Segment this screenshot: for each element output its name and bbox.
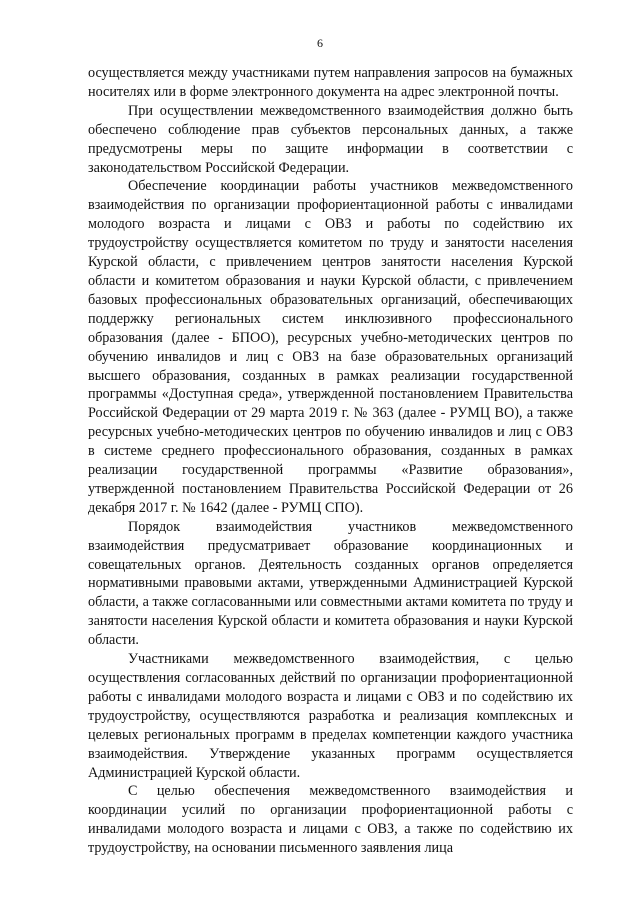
paragraph-continuation: осуществляется между участниками путем направления запросов на бумажных носителях или в форме электронного документа на адрес электронной почты. [88,65,573,100]
paragraph-data-protection: При осуществлении межведомственного взаимодействия должно быть обеспечено соблюдение прав субъектов персональных данных, а также предусмотрены меры по защите информации в соответствии с законодательством Российской Федерации. [88,102,573,176]
document-body [88,64,573,858]
paragraph-coordination: Обеспечение координации работы участников межведомственного взаимодействия по организации профориентационной работы с инвалидами молодого возраста и лицами с ОВЗ и работы по содействию их трудоустройству осуществляется комитетом по труду и занятости населения Курской области, с привлечением центров занятости населения Курской области и комитетом образования и науки Курской области, с привлечением базовых профессиональных образовательных организаций, обеспечивающих поддержку региональных систем инклюзивного профессионального образования (далее - БПОО), ресурсных учебно-методических центров по обучению инвалидов и лиц с ОВЗ на базе образовательных организаций высшего образования, созданных в рамках реализации государственной программы «Доступная среда», утвержденной постановлением Правительства Российской Федерации от 29 марта 2019 г. № 363 (далее - РУМЦ ВО), а также ресурсных учебно-методических центров по обучению инвалидов и лиц с ОВЗ в системе среднего профессионального образования, созданных в рамках реализации государственной программы «Развитие образования», утвержденной постановлением Правительства Российской Федерации от 26 декабря 2017 г. № 1642 (далее - РУМЦ СПО). [88,178,573,516]
paragraph-regional-programs: Участниками межведомственного взаимодействия, с целью осуществления согласованных действий по организации профориентационной работы с инвалидами молодого возраста и лицами с ОВЗ и по содействию их трудоустройству, осуществляются разработка и реализация комплексных и целевых региональных программ в пределах компетенции каждого участника взаимодействия. Утверждение указанных программ осуществляется Администрацией Курской области. [88,651,573,781]
paragraph-coordination-efforts: С целью обеспечения межведомственного взаимодействия и координации усилий по организации профориентационной работы с инвалидами молодого возраста и лицами с ОВЗ, а также по содействию их трудоустройству, на основании письменного заявления лица [88,783,573,857]
paragraph-interaction-procedure: Порядок взаимодействия участников межведомственного взаимодействия предусматривает образование координационных и совещательных органов. Деятельность созданных органов определяется нормативными правовыми актами, утвержденными Администрацией Курской области, а также согласованными или совместными актами комитета по труду и занятости населения Курской области и комитета образования и науки Курской области. [88,518,573,649]
page-number: 6 [317,36,323,50]
